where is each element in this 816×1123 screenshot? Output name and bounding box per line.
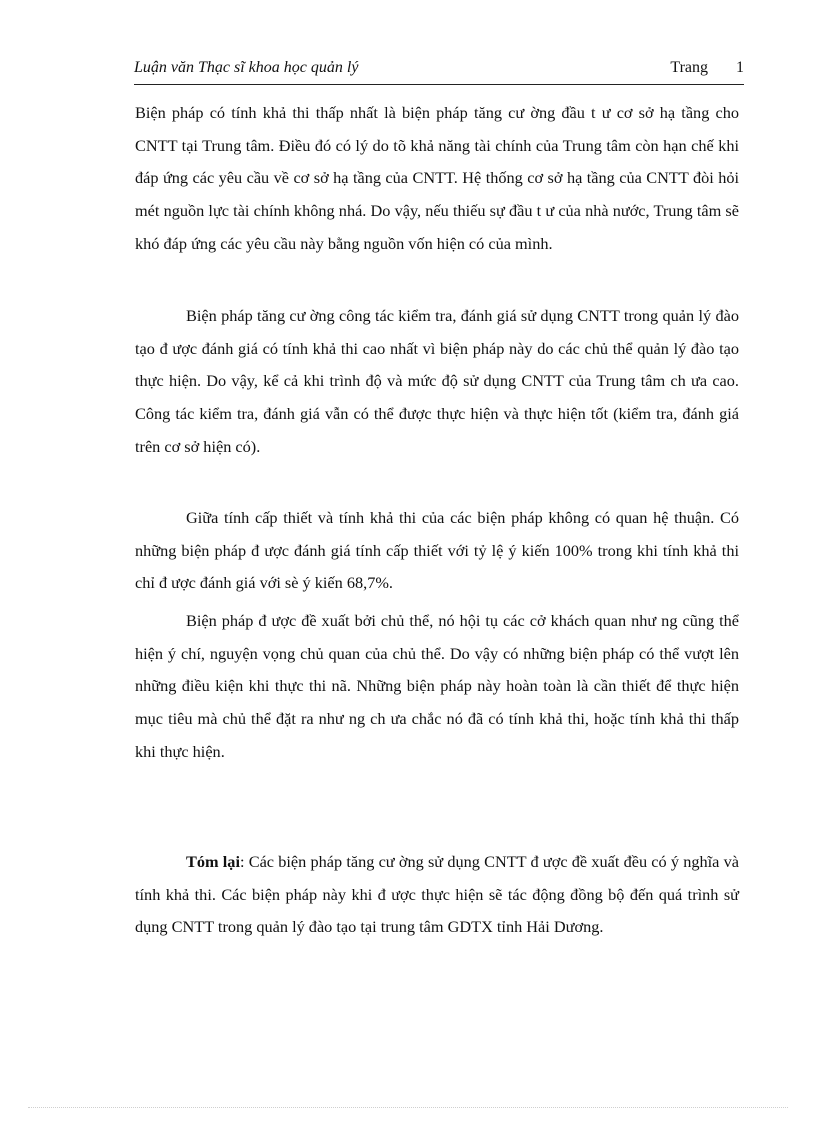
header-page-indicator — [670, 59, 744, 77]
header-title: Luận văn Thạc sĩ khoa học quản lý — [134, 59, 359, 76]
page-number: 1 — [736, 59, 744, 76]
paragraph-urgency-vs-feasibility: Giữa tính cấp thiết và tính khả thi của các biện pháp không có quan hệ thuận. Có những biện pháp đ ược đánh giá tính cấp thiết với tỷ lệ ý kiến 100% trong khi tính khả thi chỉ đ ược đánh giá với sè ý kiến 68,7%. — [135, 508, 739, 593]
paragraph-subjective-measures: Biện pháp đ ược đề xuất bởi chủ thể, nó hội tụ các cở khách quan như ng cũng thể hiện ý chí, nguyện vọng chủ quan của chủ thể. Do vậy có những biện pháp có thể vượt lên những điều kiện khi thực thi nã. Những biện pháp này hoàn toàn là cần thiết để thực hiện mục tiêu mà chủ thể đặt ra như ng ch ưa chắc nó đã có tính khả thi, hoặc tính khả thi thấp khi thực hiện. — [135, 611, 739, 761]
summary-lead: Tóm lại — [186, 852, 240, 871]
paragraph-inspection-feasibility: Biện pháp tăng cư ờng công tác kiểm tra, đánh giá sử dụng CNTT trong quản lý đào tạo đ ược đánh giá có tính khả thi cao nhất vì biện pháp này do các chủ thể quản lý đào tạo thực hiện. Do vậy, kể cả khi trình độ và mức độ sử dụng CNTT của Trung tâm ch ưa cao. Công tác kiểm tra, đánh giá vẫn có thể được thực hiện và thực hiện tốt (kiểm tra, đánh giá trên cơ sở hiện có). — [135, 306, 739, 456]
paragraph-infrastructure-feasibility: Biện pháp có tính khả thi thấp nhất là biện pháp tăng cư ờng đầu t ư cơ sở hạ tầng cho CNTT tại Trung tâm. Điều đó có lý do tõ khả năng tài chính của Trung tâm còn hạn chế khi đáp ứng các yêu cầu về cơ sở hạ tầng của CNTT. Hệ thống cơ sở hạ tầng của CNTT đòi hỏi mét nguồn lực tài chính không nhá. Do vậy, nếu thiếu sự đầu t ư của nhà nước, Trung tâm sẽ khó đáp ứng các yêu cầu này bằng nguồn vốn hiện có của mình. — [135, 103, 739, 253]
page-label: Trang — [670, 59, 708, 76]
page-header — [134, 56, 744, 85]
paragraph-summary — [135, 846, 739, 944]
page-bottom-divider — [28, 1107, 788, 1108]
summary-body: : Các biện pháp tăng cư ờng sử dụng CNTT đ ược đề xuất đều có ý nghĩa và tính khả thi. Các biện pháp này khi đ ược thực hiện sẽ tác động đồng bộ đến quá trình sử dụng CNTT trong quản lý đào tạo tại trung tâm GDTX tỉnh Hải Dương. — [135, 852, 739, 937]
